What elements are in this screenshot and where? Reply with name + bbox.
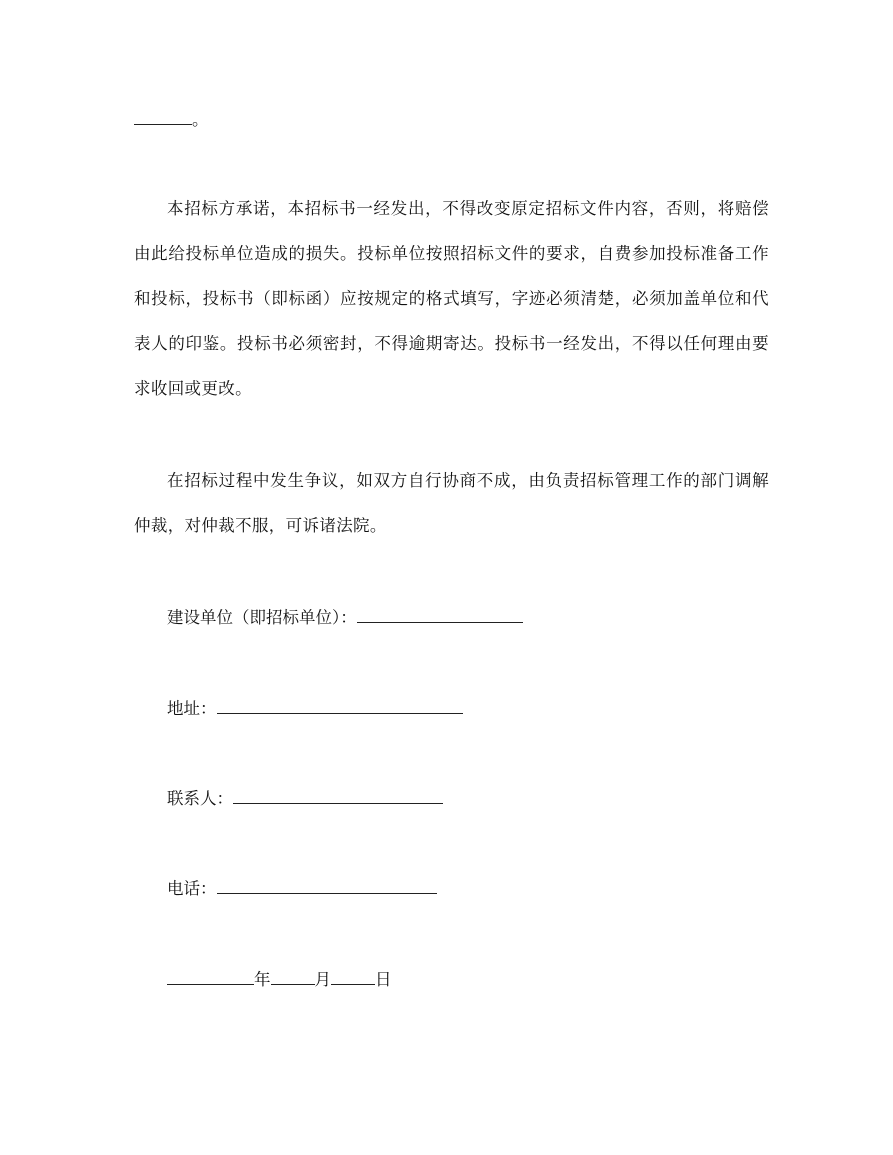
day-label: 日 [375, 970, 392, 989]
dispute-paragraph: 在招标过程中发生争议，如双方自行协商不成，由负责招标管理工作的部门调解仲裁，对仲裁不服，可诉诸法院。 [134, 471, 769, 535]
contact-blank[interactable] [233, 786, 443, 804]
address-field [167, 696, 463, 721]
phone-field [167, 876, 437, 901]
month-label: 月 [314, 970, 331, 989]
address-label: 地址： [167, 699, 217, 718]
month-blank[interactable] [271, 967, 315, 985]
phone-label: 电话： [167, 879, 217, 898]
top-fragment-end-mark: 。 [192, 110, 209, 129]
day-blank[interactable] [331, 967, 375, 985]
phone-blank[interactable] [217, 876, 437, 894]
dispute-paragraph-block [134, 458, 769, 548]
top-fragment-blank [134, 107, 192, 125]
commitment-paragraph: 本招标方承诺，本招标书一经发出，不得改变原定招标文件内容，否则，将赔偿由此给投标单位造成的损失。投标单位按照招标文件的要求，自费参加投标准备工作和投标，投标书（即标函）应按规定的格式填写，字迹必须清楚，必须加盖单位和代表人的印鉴。投标书必须密封，不得逾期寄达。投标书一经发出，不得以任何理由要求收回或更改。 [134, 199, 769, 398]
year-blank[interactable] [167, 967, 254, 985]
builder-blank[interactable] [357, 605, 523, 623]
commitment-paragraph-block [134, 186, 769, 411]
contact-field [167, 786, 443, 811]
date-field [167, 967, 392, 992]
address-blank[interactable] [217, 696, 463, 714]
builder-label: 建设单位（即招标单位）： [167, 608, 357, 627]
year-label: 年 [254, 970, 271, 989]
builder-field [167, 605, 523, 630]
top-fragment-line [134, 107, 209, 132]
contact-label: 联系人： [167, 789, 233, 808]
